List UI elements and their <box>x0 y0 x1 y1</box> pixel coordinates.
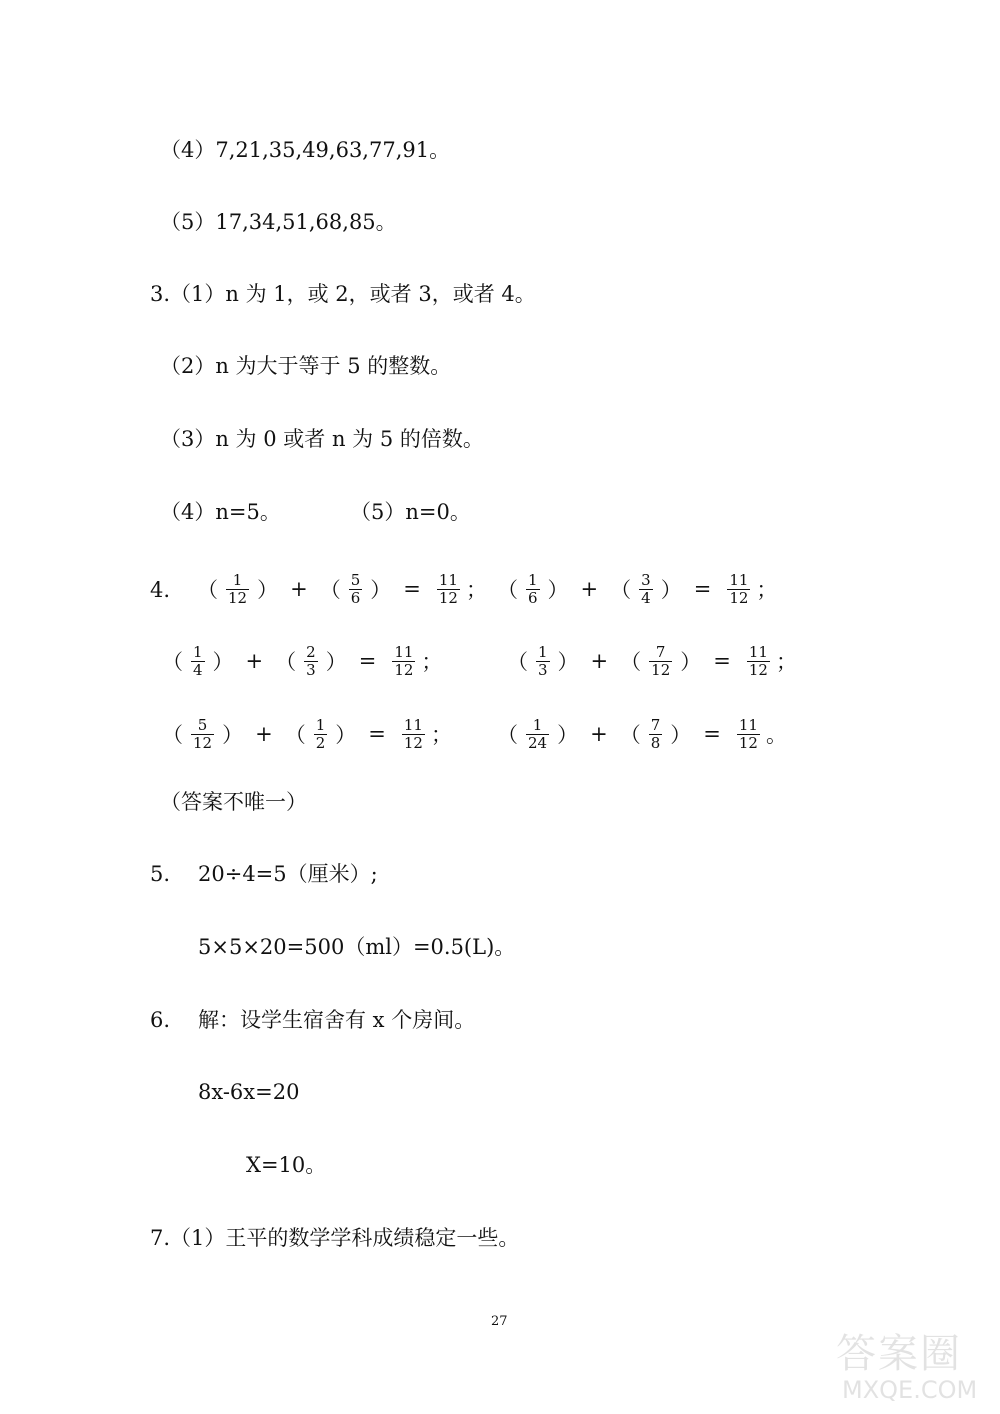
answer-3-2: （2）n 为大于等于 5 的整数。 <box>160 354 452 378</box>
answer-3-4: （4）n=5。 <box>160 500 281 524</box>
fraction-equation-4 <box>505 638 797 684</box>
fraction <box>314 717 328 752</box>
fraction-denominator: 12 <box>729 588 749 607</box>
equals-sign: = <box>403 577 421 601</box>
fraction <box>649 644 672 679</box>
fraction-numerator: 11 <box>738 715 758 734</box>
fraction-numerator: 5 <box>197 715 208 734</box>
open-paren: （ <box>497 578 518 602</box>
equals-sign: = <box>693 577 712 601</box>
question-5-label: 5. <box>150 862 171 886</box>
fraction-equation-6 <box>495 711 787 757</box>
plus-sign: + <box>590 649 609 673</box>
fraction-numerator: 11 <box>403 715 423 734</box>
close-paren: ） <box>222 723 244 747</box>
answer-3-5: （5）n=0。 <box>350 500 471 524</box>
fraction <box>349 572 363 607</box>
fraction-denominator: 3 <box>306 660 316 679</box>
fraction-denominator: 12 <box>748 660 768 679</box>
close-paren: ） <box>335 723 357 747</box>
fraction <box>191 717 214 752</box>
fraction-denominator: 4 <box>641 588 651 607</box>
end-punctuation: ； <box>756 578 778 602</box>
end-punctuation: 。 <box>765 723 787 747</box>
fraction-numerator: 11 <box>729 570 749 589</box>
end-punctuation: ； <box>430 723 452 747</box>
fraction-numerator: 1 <box>528 570 538 589</box>
watermark-mark: 答案圈 <box>836 1331 962 1377</box>
fraction-numerator: 11 <box>438 570 458 589</box>
fraction-numerator: 5 <box>350 570 361 589</box>
fraction-denominator: 12 <box>228 588 248 607</box>
fraction <box>649 717 663 752</box>
fraction-denominator: 2 <box>315 733 326 752</box>
close-paren: ） <box>557 650 579 674</box>
fraction <box>747 644 770 679</box>
fraction-numerator: 7 <box>655 642 666 661</box>
fraction-numerator: 2 <box>306 642 316 661</box>
fraction <box>304 644 318 679</box>
fraction-numerator: 1 <box>532 715 543 734</box>
open-paren: （ <box>507 650 528 674</box>
fraction-denominator: 12 <box>651 660 671 679</box>
fraction-denominator: 3 <box>538 660 548 679</box>
close-paren: ） <box>557 723 579 747</box>
watermark-site: MXQE.COM <box>842 1376 978 1404</box>
close-paren: ） <box>370 578 392 602</box>
plus-sign: + <box>290 577 308 601</box>
question-5-step-1: 20÷4=5（厘米）; <box>198 862 378 886</box>
fraction-numerator: 1 <box>193 642 203 661</box>
question-6-equation: 8x-6x=20 <box>198 1080 300 1104</box>
question-5-step-2: 5×5×20=500（ml）=0.5(L)。 <box>198 935 516 959</box>
fraction <box>402 717 425 752</box>
open-paren: （ <box>275 650 297 674</box>
fraction-numerator: 3 <box>641 570 651 589</box>
open-paren: （ <box>162 650 183 674</box>
answer-5-multiples-of-17: （5）17,34,51,68,85。 <box>160 210 397 234</box>
fraction <box>639 572 653 607</box>
open-paren: （ <box>620 650 642 674</box>
open-paren: （ <box>162 723 183 747</box>
equals-sign: = <box>713 649 731 673</box>
question-6-label: 6. <box>150 1008 171 1032</box>
close-paren: ） <box>547 578 569 602</box>
fraction <box>526 572 540 607</box>
end-punctuation: ； <box>465 578 487 602</box>
fraction-denominator: 4 <box>193 660 203 679</box>
fraction <box>737 717 760 752</box>
open-paren: （ <box>319 578 341 602</box>
watermark-logo <box>836 1320 986 1406</box>
close-paren: ） <box>680 650 702 674</box>
fraction-numerator: 1 <box>232 570 243 589</box>
fraction-denominator: 12 <box>403 733 423 752</box>
answer-4-multiples-of-7: （4）7,21,35,49,63,77,91。 <box>160 138 451 162</box>
fraction-denominator: 12 <box>438 588 458 607</box>
open-paren: （ <box>610 578 632 602</box>
fraction-equation-1 <box>195 566 487 612</box>
fraction-denominator: 12 <box>738 733 758 752</box>
close-paren: ） <box>325 650 347 674</box>
fraction-equation-2 <box>495 566 777 612</box>
answer-3-1: 3.（1）n 为 1，或 2，或者 3，或者 4。 <box>150 282 536 306</box>
fraction <box>526 717 549 752</box>
end-punctuation: ； <box>775 650 797 674</box>
end-punctuation: ； <box>421 650 443 674</box>
fraction <box>437 572 460 607</box>
equals-sign: = <box>703 722 721 746</box>
close-paren: ） <box>257 578 279 602</box>
fraction-denominator: 12 <box>193 733 213 752</box>
fraction <box>536 644 550 679</box>
open-paren: （ <box>197 578 218 602</box>
equals-sign: = <box>358 649 377 673</box>
plus-sign: + <box>580 577 599 601</box>
fraction-numerator: 11 <box>748 642 768 661</box>
plus-sign: + <box>590 722 608 746</box>
fraction-numerator: 1 <box>315 715 326 734</box>
fraction-denominator: 8 <box>650 733 661 752</box>
plus-sign: + <box>255 722 273 746</box>
fraction-equation-3 <box>160 638 442 684</box>
fraction <box>727 572 750 607</box>
fraction <box>226 572 249 607</box>
question-6-setup: 解：设学生宿舍有 x 个房间。 <box>198 1008 476 1032</box>
close-paren: ） <box>670 723 692 747</box>
plus-sign: + <box>245 649 264 673</box>
fraction-equation-5 <box>160 711 452 757</box>
open-paren: （ <box>284 723 306 747</box>
fraction <box>191 644 205 679</box>
fraction-denominator: 24 <box>528 733 548 752</box>
question-6-result: X=10。 <box>246 1153 327 1177</box>
close-paren: ） <box>660 578 682 602</box>
close-paren: ） <box>212 650 234 674</box>
fraction-denominator: 12 <box>394 660 414 679</box>
open-paren: （ <box>619 723 641 747</box>
fraction-numerator: 11 <box>394 642 414 661</box>
answer-7-1: 7.（1）王平的数学学科成绩稳定一些。 <box>150 1226 520 1250</box>
question-4-label: 4. <box>150 578 171 602</box>
fraction-numerator: 1 <box>538 642 548 661</box>
fraction-denominator: 6 <box>528 588 538 607</box>
page-number: 27 <box>491 1314 508 1329</box>
equals-sign: = <box>368 722 386 746</box>
fraction-denominator: 6 <box>350 588 361 607</box>
open-paren: （ <box>497 723 518 747</box>
fraction-numerator: 7 <box>650 715 661 734</box>
answer-not-unique-note: （答案不唯一） <box>160 790 307 814</box>
answer-3-3: （3）n 为 0 或者 n 为 5 的倍数。 <box>160 427 484 451</box>
fraction <box>392 644 415 679</box>
